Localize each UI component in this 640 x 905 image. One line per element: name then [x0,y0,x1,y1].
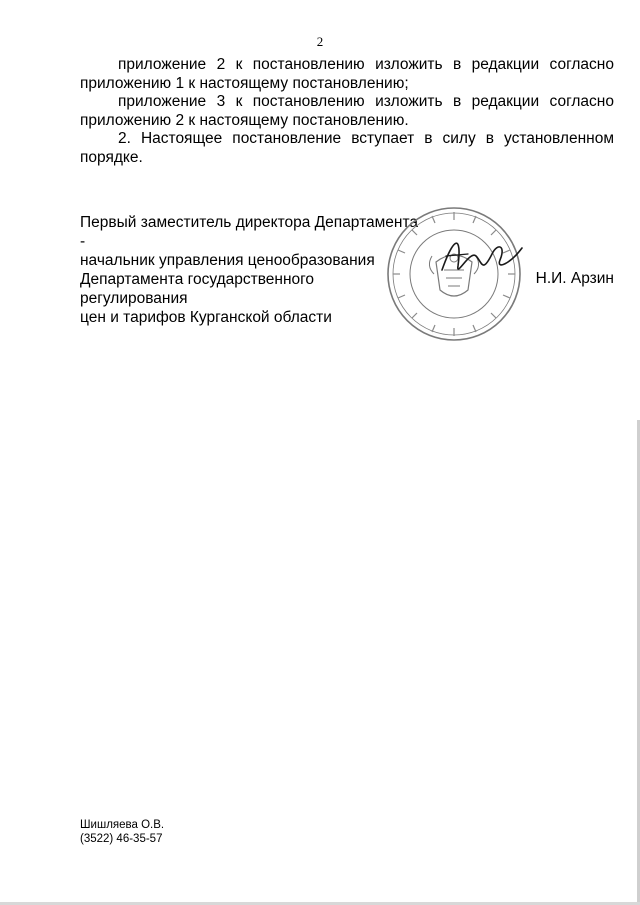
signatory-name: Н.И. Арзин [535,270,614,287]
signatory-title-line: начальник управления ценообразования [80,252,375,269]
signatory-title [80,213,420,327]
handwritten-signature-icon [436,226,526,286]
signatory-title-line: Департамента государственного регулирования [80,271,315,307]
paragraph-effective-date: 2. Настоящее постановление вступает в силу в установленном порядке. [80,130,614,166]
executor-footer [80,818,164,846]
signatory-title-line: цен и тарифов Курганской области [80,309,332,326]
executor-name: Шишляева О.В. [80,819,165,831]
signatory-title-line: Первый заместитель директора Департамента - [80,214,419,250]
paragraph-appendix-3: приложение 3 к постановлению изложить в редакции согласно приложению 2 к настоящему постановлению. [80,93,614,129]
body-text [80,56,614,167]
page-number: 2 [316,34,324,49]
paragraph-appendix-2: приложение 2 к постановлению изложить в редакции согласно приложению 1 к настоящему постановлению; [80,56,614,92]
executor-phone: (3522) 46-35-57 [80,833,163,845]
